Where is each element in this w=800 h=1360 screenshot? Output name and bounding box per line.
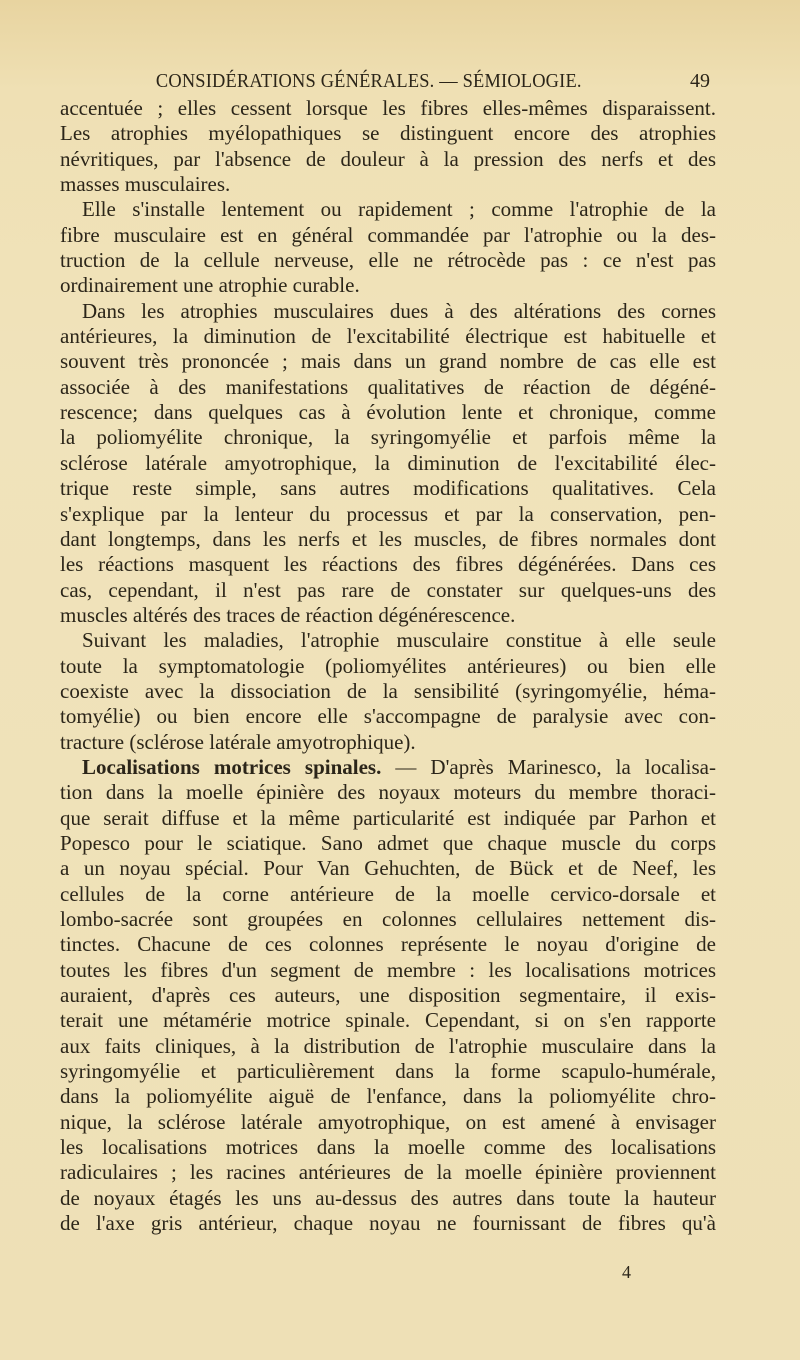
page-number: 49	[690, 70, 710, 92]
text-line: névritiques, par l'absence de douleur à la pression des nerfs et des	[60, 146, 716, 171]
text-line: terait une métamérie motrice spinale. Cependant, si on s'en rapporte	[60, 1008, 716, 1033]
text-line: radiculaires ; les racines antérieures de la moelle épinière proviennent	[60, 1160, 716, 1185]
text-line: les localisations motrices dans la moelle comme des localisations	[60, 1135, 716, 1160]
text-line: truction de la cellule nerveuse, elle ne rétrocède pas : ce n'est pas	[60, 248, 716, 273]
text-line: rescence; dans quelques cas à évolution lente et chronique, comme	[60, 400, 716, 425]
text-line: antérieures, la diminution de l'excitabilité électrique est habituelle et	[60, 324, 716, 349]
body-text	[60, 96, 716, 1236]
text-line: coexiste avec la dissociation de la sensibilité (syringomyélie, héma-	[60, 678, 716, 703]
text-line: dans la poliomyélite aiguë de l'enfance, dans la poliomyélite chro-	[60, 1084, 716, 1109]
text-line: de l'axe gris antérieur, chaque noyau ne fournissant de fibres qu'à	[60, 1211, 716, 1236]
text-line: Les atrophies myélopathiques se distinguent encore des atrophies	[60, 121, 716, 146]
text-line: s'explique par la lenteur du processus et par la conservation, pen-	[60, 501, 716, 526]
text-line: tomyélie) ou bien encore elle s'accompagne de paralysie avec con-	[60, 704, 716, 729]
text-line: toutes les fibres d'un segment de membre : les localisations motrices	[60, 957, 716, 982]
text-line: auraient, d'après ces auteurs, une disposition segmentaire, il exis-	[60, 983, 716, 1008]
text-line: ordinairement une atrophie curable.	[60, 273, 360, 298]
text-line: la poliomyélite chronique, la syringomyélie et parfois même la	[60, 425, 716, 450]
text-line: que serait diffuse et la même particularité est indiquée par Parhon et	[60, 805, 716, 830]
text-line: a un noyau spécial. Pour Van Gehuchten, de Bück et de Neef, les	[60, 856, 716, 881]
text-line: sclérose latérale amyotrophique, la diminution de l'excitabilité élec-	[60, 450, 716, 475]
text-line: souvent très prononcée ; mais dans un grand nombre de cas elle est	[60, 349, 716, 374]
line-text: — D'après Marinesco, la localisa-	[381, 754, 716, 779]
text-line: accentuée ; elles cessent lorsque les fibres elles-mêmes disparaissent.	[60, 96, 716, 120]
text-line: tracture (sclérose latérale amyotrophique).	[60, 729, 416, 754]
section-heading: Localisations motrices spinales.	[82, 754, 382, 779]
text-line	[60, 755, 716, 780]
text-line: Popesco pour le sciatique. Sano admet que chaque muscle du corps	[60, 830, 716, 855]
text-line: tinctes. Chacune de ces colonnes représente le noyau d'origine de	[60, 932, 716, 957]
text-line: dant longtemps, dans les nerfs et les muscles, de fibres normales dont	[60, 526, 716, 551]
text-line: Dans les atrophies musculaires dues à des altérations des cornes	[82, 298, 716, 323]
text-line: lombo-sacrée sont groupées en colonnes cellulaires nettement dis-	[60, 907, 716, 931]
signature-mark: 4	[622, 1262, 631, 1282]
text-line: de noyaux étagés les uns au-dessus des autres dans toute la hauteur	[60, 1185, 716, 1210]
running-head: CONSIDÉRATIONS GÉNÉRALES. — SÉMIOLOGIE.	[155, 70, 582, 92]
text-line: nique, la sclérose latérale amyotrophique, on est amené à envisager	[60, 1109, 716, 1134]
text-line: masses musculaires.	[60, 172, 231, 197]
text-line: toute la symptomatologie (poliomyélites antérieures) ou bien elle	[60, 653, 716, 678]
text-line: cas, cependant, il n'est pas rare de constater sur quelques-uns des	[60, 577, 716, 602]
text-line: trique reste simple, sans autres modifications qualitatives. Cela	[60, 476, 716, 501]
text-line: Suivant les maladies, l'atrophie musculaire constitue à elle seule	[82, 628, 716, 653]
text-line: associée à des manifestations qualitatives de réaction de dégéné-	[60, 374, 716, 399]
text-line: syringomyélie et particulièrement dans la forme scapulo-humérale,	[60, 1059, 716, 1084]
text-line: les réactions masquent les réactions des fibres dégénérées. Dans ces	[60, 552, 716, 577]
text-line: fibre musculaire est en général commandée par l'atrophie ou la des-	[60, 222, 716, 247]
text-line: aux faits cliniques, à la distribution de l'atrophie musculaire dans la	[60, 1033, 716, 1058]
text-line: Elle s'installe lentement ou rapidement ; comme l'atrophie de la	[82, 197, 716, 222]
text-line: cellules de la corne antérieure de la moelle cervico-dorsale et	[60, 881, 716, 906]
text-line: muscles altérés des traces de réaction dégénérescence.	[60, 602, 516, 627]
text-line: tion dans la moelle épinière des noyaux moteurs du membre thoraci-	[60, 780, 716, 805]
